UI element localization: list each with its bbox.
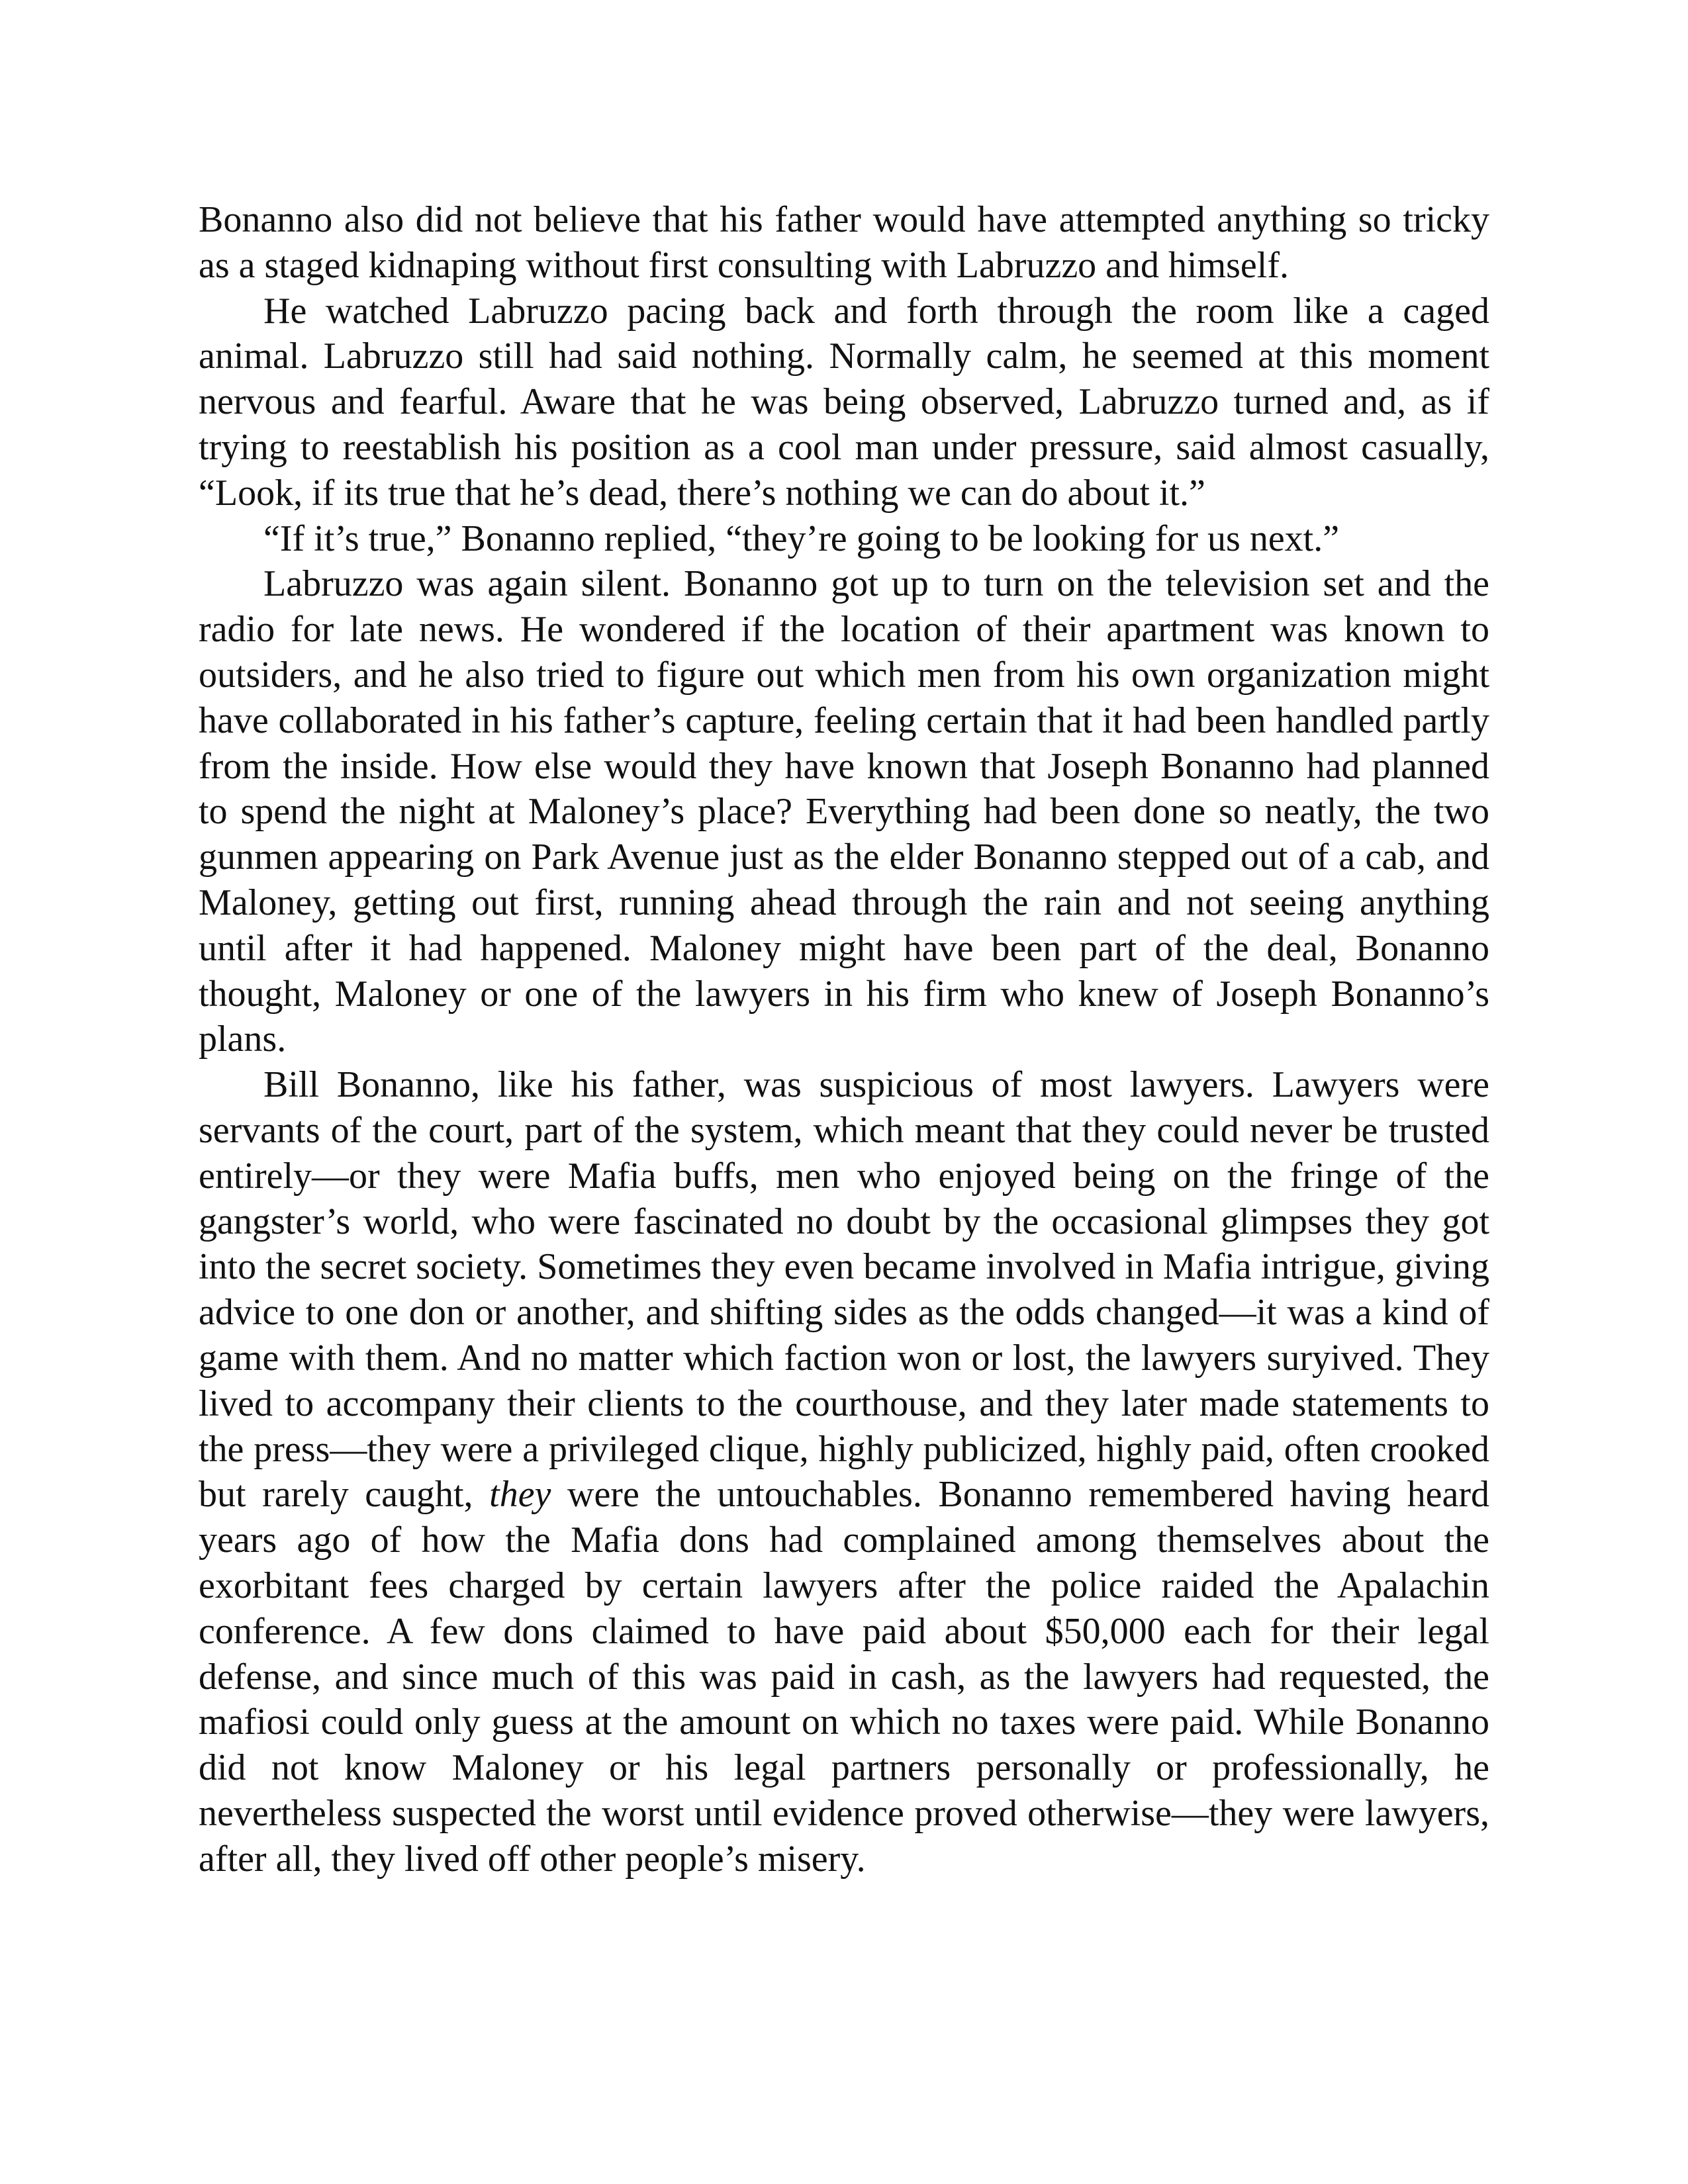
paragraph-5-part-2: were the untouchables. Bonanno remembered having heard years ago of how the Mafia dons had complained among themselves about the exorbitant fees charged by certain lawyers after the police raided the Apalachin conference. A few dons claimed to have paid about $50,000 each for their legal defense, and since much of this was paid in cash, as the lawyers had requested, the mafiosi could only guess at the amount on which no taxes were paid. While Bonanno did not know Maloney or his legal partners personally or professionally, he nevertheless suspected the worst until evidence proved otherwise—they were lawyers, after all, they lived off other people’s misery. xyxy=(199,1474,1489,1880)
paragraph-4: Labruzzo was again silent. Bonanno got up to turn on the television set and the radio for late news. He wondered if the location of their apartment was known to outsiders, and he also tried to figure out which men from his own organization might have collaborated in his father’s capture, feeling certain that it had been handled partly from the inside. How else would they have known that Joseph Bonanno had planned to spend the night at Maloney’s place? Everything had been done so neatly, the two gunmen appearing on Park Avenue just as the elder Bonanno stepped out of a cab, and Maloney, getting out first, running ahead through the rain and not seeing anything until after it had happened. Maloney might have been part of the deal, Bonanno thought, Maloney or one of the lawyers in his firm who knew of Joseph Bonanno’s plans. xyxy=(199,563,1489,1060)
paragraph-5 xyxy=(199,1062,1489,1882)
italic-emphasis: they xyxy=(489,1474,551,1516)
paragraph-5-part-1: Bill Bonanno, like his father, was suspicious of most lawyers. Lawyers were servants of the court, part of the system, which meant that they could never be trusted entirely—or they were Mafia buffs, men who enjoyed being on the fringe of the gangster’s world, who were fascinated no doubt by the occasional glimpses they got into the secret society. Sometimes they even became involved in Mafia intrigue, giving advice to one don or another, and shifting sides as the odds changed—it was a kind of game with them. And no matter which faction won or lost, the lawyers suryived. They lived to accompany their clients to the courthouse, and they later made statements to the press—they were a privileged clique, highly publicized, highly paid, often crooked but rarely caught, xyxy=(199,1064,1489,1516)
paragraph-2: He watched Labruzzo pacing back and forth through the room like a caged animal. Labruzzo still had said nothing. Normally calm, he seemed at this moment nervous and fearful. Aware that he was being observed, Labruzzo turned and, as if trying to reestablish his position as a cool man under pressure, said almost casually, “Look, if its true that he’s dead, there’s nothing we can do about it.” xyxy=(199,290,1489,514)
paragraph-3: “If it’s true,” Bonanno replied, “they’re going to be looking for us next.” xyxy=(263,518,1340,559)
page-body xyxy=(199,197,1489,1882)
paragraph-1: Bonanno also did not believe that his father would have attempted anything so tricky as a staged kidnaping without first consulting with Labruzzo and himself. xyxy=(199,199,1489,286)
